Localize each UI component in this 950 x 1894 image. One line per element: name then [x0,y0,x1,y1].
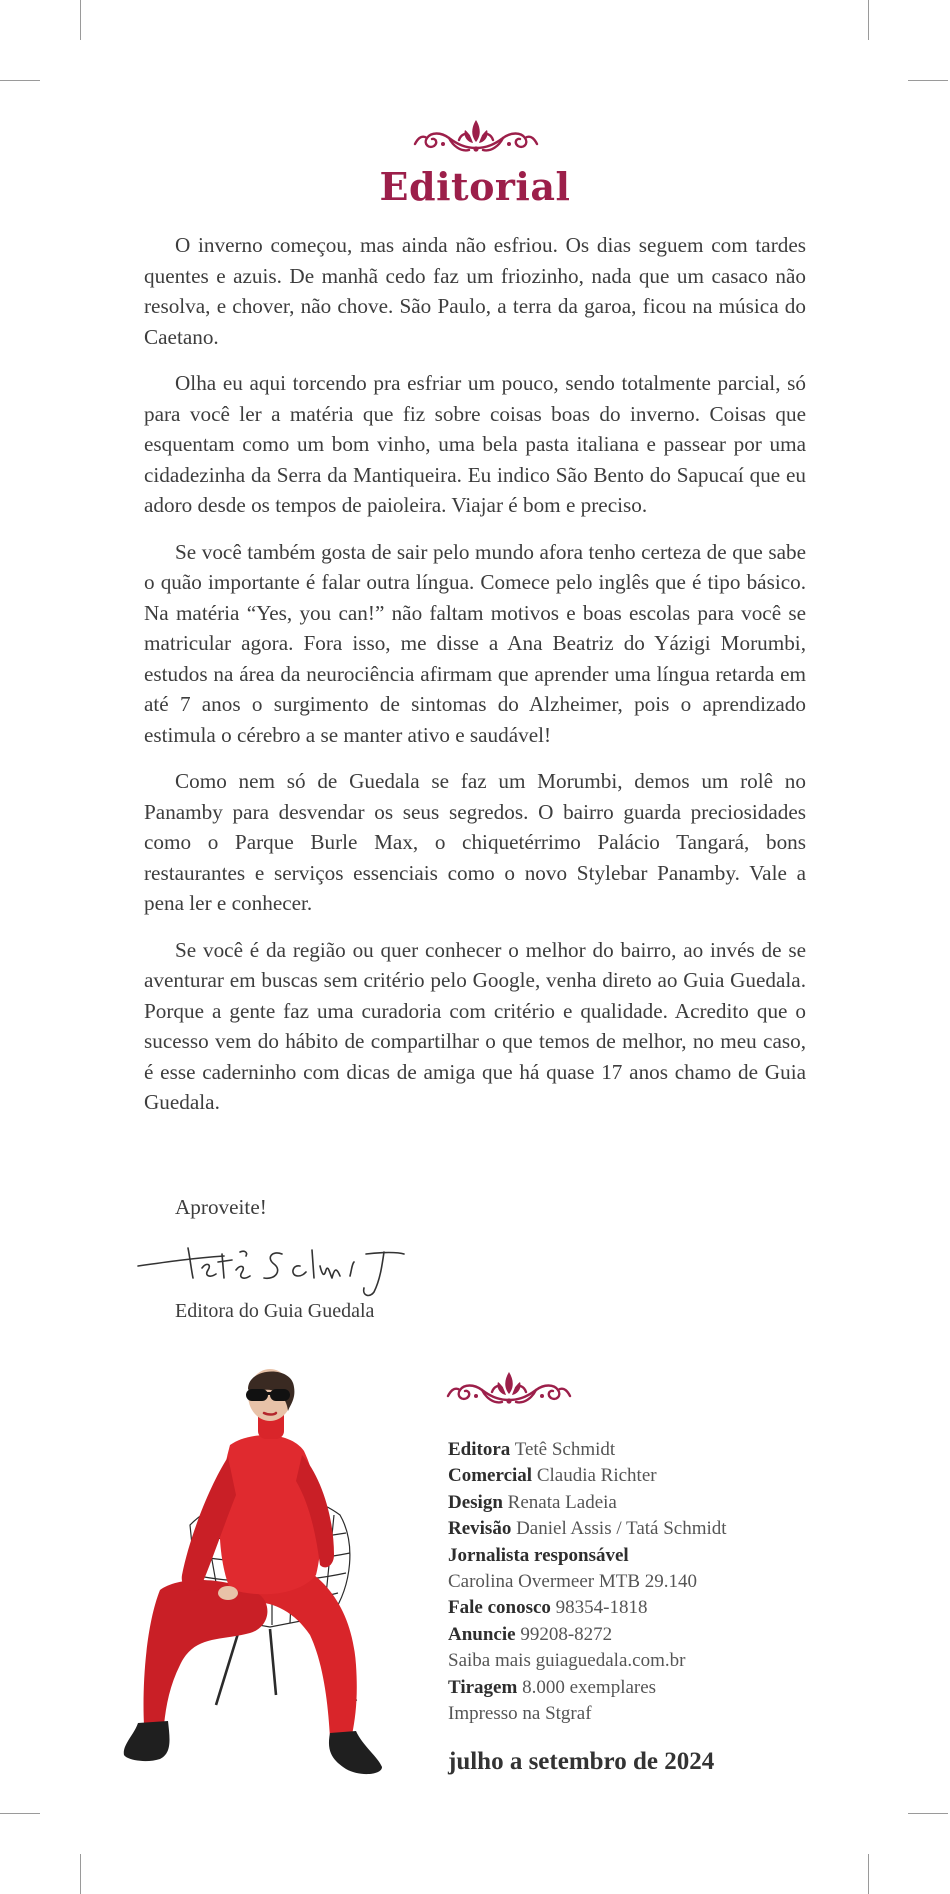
crop-mark [868,0,869,40]
credit-label: Design [448,1491,503,1513]
credit-value: 99208-8272 [515,1623,613,1645]
crop-mark [80,0,81,40]
credit-value: Renata Ladeia [502,1491,617,1513]
credit-label: Jornalista responsável [448,1544,629,1566]
credit-value: Saiba mais guiaguedala.com.br [448,1650,686,1672]
credit-value: Carolina Overmeer MTB 29.140 [448,1571,698,1593]
credit-value: 8.000 exemplares [517,1676,657,1698]
paragraph: O inverno começou, mas ainda não esfriou. Os dias seguem com tardes quentes e azuis. De manhã cedo faz um friozinho, nada que um casaco não resolva, e chover, não chove. São Paulo, a terra da garoa, ficou na música do Caetano. [144,233,806,349]
masthead-credits [448,1437,828,1727]
credit-line [448,1701,828,1727]
paragraph: Como nem só de Guedala se faz um Morumbi, demos um rolê no Panamby para desvendar os seus segredos. O bairro guarda preciosidades como o Parque Burle Max, o chiquetérrimo Palácio Tangará, bons restaurantes e serviços essenciais como o novo Stylebar Panamby. Vale a pena ler e conhecer. [144,769,806,915]
credit-label: Editora [448,1439,511,1460]
paragraph: Olha eu aqui torcendo pra esfriar um pouco, sendo totalmente parcial, só para você ler a matéria que fiz sobre coisas boas do inverno. Coisas que esquentam como um bom vinho, uma bela pasta italiana e passear por uma cidadezinha da Serra da Mantiqueira. Eu indico São Bento do Sapucaí que eu adoro desde os tempos de paioleira. Viajar é bom e preciso. [144,371,806,517]
crop-mark [908,80,948,81]
credit-value: Tetê Schmidt [510,1439,616,1460]
credit-line [448,1437,828,1463]
credit-label: Comercial [448,1465,533,1487]
credit-label: Anuncie [448,1623,516,1645]
signature-role: Editora do Guia Guedala [175,1300,375,1322]
credit-line [448,1675,828,1701]
closing-line: Aproveite! [175,1195,267,1219]
paragraph: Se você é da região ou quer conhecer o melhor do bairro, ao invés de se aventurar em buscas sem critério pelo Google, venha direto ao Guia Guedala. Porque a gente faz uma curadoria com critério e qualidade. Acredito que o sucesso vem do hábito de compartilhar o que temos de melhor, no meu caso, é esse caderninho com dicas de amiga que há quase 17 anos chamo de Guia Guedala. [144,937,806,1114]
credit-label: Fale conosco [448,1597,551,1619]
crop-mark [0,80,40,81]
crop-mark [868,1854,869,1894]
edition-date: julho a setembro de 2024 [448,1748,715,1775]
crop-mark [80,1854,81,1894]
flourish-ornament-icon [413,118,539,156]
credit-value: Daniel Assis / Tatá Schmidt [511,1518,727,1540]
credit-value: 98354-1818 [550,1597,648,1619]
page-title: Editorial [379,164,571,209]
editorial-body [144,230,806,1134]
crop-mark [0,1813,40,1814]
credit-line [448,1569,828,1595]
model-photo [120,1365,410,1785]
credit-value: Claudia Richter [532,1465,657,1487]
flourish-ornament-icon [446,1370,572,1408]
credit-label: Tiragem [448,1676,518,1698]
credit-line [448,1543,828,1569]
credit-line [448,1595,828,1621]
credit-value: Impresso na Stgraf [448,1703,592,1725]
crop-mark [908,1813,948,1814]
credit-label: Revisão [448,1518,512,1540]
signature [136,1240,406,1302]
paragraph: Se você também gosta de sair pelo mundo afora tenho certeza de que sabe o quão importante é falar outra língua. Comece pelo inglês que é tipo básico. Na matéria “Yes, you can!” não faltam motivos e boas escolas para você se matricular agora. Fora isso, me disse a Ana Beatriz do Yázigi Morumbi, estudos na área da neurociência afirmam que aprender uma língua retarda em até 7 anos o surgimento de sintomas do Alzheimer, pois o aprendizado estimula o cérebro a se manter ativo e saudável! [144,539,806,747]
credit-line [448,1622,828,1648]
credit-line [448,1463,828,1489]
credit-line [448,1516,828,1542]
credit-line [448,1648,828,1674]
credit-line [448,1490,828,1516]
